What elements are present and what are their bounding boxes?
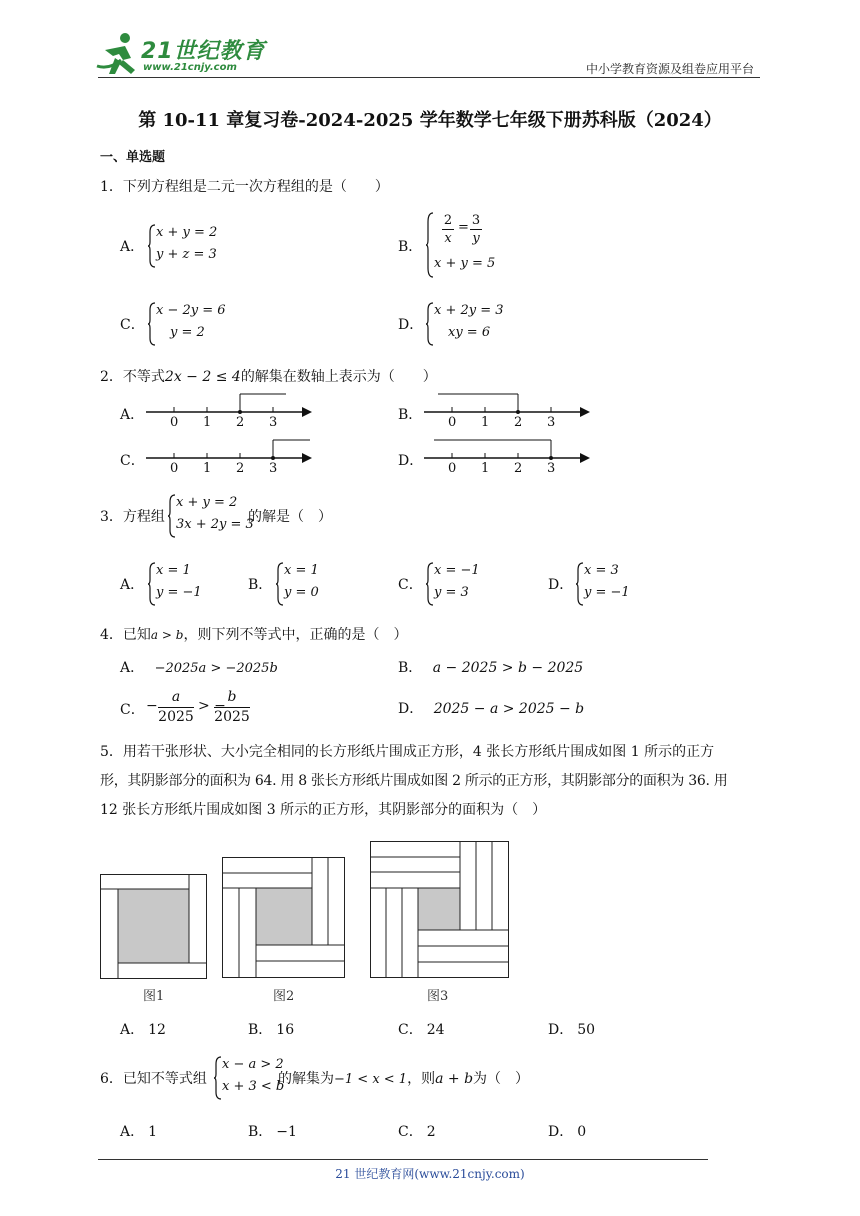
option-text: 16 — [276, 1022, 295, 1038]
equation: x − a > 2 — [222, 1057, 284, 1072]
brace-icon — [426, 562, 434, 606]
tick-label: 1 — [203, 461, 212, 476]
fraction-numerator: 2 — [443, 213, 453, 228]
tick-label: 1 — [481, 461, 490, 476]
equation: y = −1 — [584, 585, 630, 600]
equation: xy = 6 — [448, 325, 491, 340]
q3-option-c[interactable] — [398, 560, 508, 608]
option-label: A． — [120, 660, 145, 676]
q4-option-a[interactable] — [120, 657, 278, 677]
tick-label: 0 — [170, 461, 179, 476]
brace-icon — [426, 302, 434, 346]
relation: > − — [198, 698, 226, 714]
tick-label: 1 — [203, 415, 212, 430]
option-label: D． — [548, 577, 574, 593]
equals-sign: = — [458, 220, 469, 235]
brace-icon — [276, 562, 284, 606]
brace-icon — [148, 302, 156, 346]
option-label: B． — [248, 1022, 273, 1038]
q6-option-b[interactable] — [248, 1121, 297, 1141]
q6-option-d[interactable] — [548, 1121, 586, 1141]
brace-icon — [576, 562, 584, 606]
minus-sign: − — [146, 698, 158, 714]
stem-math: a + b — [435, 1071, 474, 1087]
tick-label: 2 — [236, 461, 245, 476]
option-label: D． — [398, 453, 424, 469]
stem-line: 5．用若干张形状、大小完全相同的长方形纸片围成正方形，4 张长方形纸片围成如图 1 所示的正方 — [100, 744, 715, 760]
stem-math: 2x − 2 ≤ 4 — [164, 369, 241, 385]
q2-option-b[interactable] — [398, 392, 598, 432]
tick-label: 3 — [547, 415, 556, 430]
equation: x − 2y = 6 — [156, 303, 226, 318]
logo-text: 21世纪教育 — [141, 39, 266, 64]
figure-label-3: 图3 — [427, 989, 449, 1004]
option-text: 50 — [577, 1022, 596, 1038]
footer-rule — [98, 1159, 708, 1160]
q3-option-d[interactable] — [548, 560, 658, 608]
q1-stem: 1．下列方程组是二元一次方程组的是（ ） — [100, 179, 389, 195]
option-label: C． — [120, 317, 145, 333]
option-label: A． — [120, 577, 145, 593]
stem-math: −1 < x < 1 — [334, 1072, 408, 1087]
equation: x + y = 2 — [176, 495, 238, 510]
q5-option-d[interactable] — [548, 1019, 595, 1039]
header — [95, 28, 760, 80]
tick-label: 0 — [170, 415, 179, 430]
option-text: 0 — [577, 1124, 587, 1140]
option-label: D． — [398, 317, 424, 333]
q6-option-c[interactable] — [398, 1121, 436, 1141]
option-label: A． — [120, 407, 145, 423]
option-label: C． — [120, 453, 145, 469]
option-label: D． — [548, 1124, 574, 1140]
q6-stem — [100, 1054, 600, 1100]
q1-option-c[interactable] — [120, 300, 270, 350]
q6-option-a[interactable] — [120, 1121, 157, 1141]
tick-label: 2 — [236, 415, 245, 430]
option-label: D． — [398, 701, 424, 717]
tick-label: 2 — [514, 461, 523, 476]
brace-icon — [214, 1056, 222, 1100]
option-label: C． — [398, 577, 423, 593]
equation: x = 1 — [156, 563, 191, 578]
fraction-denominator: x — [444, 231, 452, 246]
equation: x = 1 — [284, 563, 319, 578]
option-text: 1 — [148, 1124, 158, 1140]
stem-text: 的解是（ ） — [248, 509, 332, 525]
stem-text: 为（ ） — [473, 1071, 530, 1087]
q2-stem — [100, 366, 437, 386]
option-label: A． — [120, 239, 145, 255]
stem-text: 6．已知不等式组 — [100, 1071, 207, 1087]
option-text: a − 2025 > b − 2025 — [432, 660, 584, 676]
q4-stem — [100, 624, 407, 644]
equation: y = 2 — [170, 325, 205, 340]
option-text: 24 — [426, 1022, 445, 1038]
tick-label: 3 — [547, 461, 556, 476]
option-label: B． — [398, 239, 423, 255]
fraction-denominator: 2025 — [214, 709, 250, 725]
q2-option-d[interactable] — [398, 438, 598, 478]
equation: x = 3 — [584, 563, 619, 578]
option-text: 2 — [426, 1124, 436, 1140]
q2-option-c[interactable] — [120, 438, 320, 478]
q1-option-b[interactable] — [398, 210, 548, 280]
q3-option-a[interactable] — [120, 560, 230, 608]
q4-option-d[interactable] — [398, 698, 584, 718]
q5-stem — [100, 738, 770, 825]
fraction-denominator: 2025 — [158, 709, 194, 725]
figure-2 — [222, 857, 346, 979]
option-label: D． — [548, 1022, 574, 1038]
header-rule — [98, 77, 760, 78]
fraction-numerator: b — [214, 688, 250, 708]
equation: x + y = 5 — [434, 256, 496, 271]
header-right-text: 中小学教育资源及组卷应用平台 — [585, 62, 754, 76]
stem-math: a > b — [150, 628, 184, 642]
stem-text: ，则下列不等式中，正确的是（ ） — [183, 627, 408, 643]
q1-option-a[interactable] — [120, 222, 270, 272]
option-text: 12 — [148, 1022, 166, 1038]
figure-1 — [100, 874, 208, 980]
figure-label-2: 图2 — [273, 989, 295, 1004]
q5-option-b[interactable] — [248, 1019, 294, 1039]
option-label: B． — [248, 577, 273, 593]
equation: x + y = 2 — [156, 225, 218, 240]
equation: y = 0 — [284, 585, 319, 600]
section-title: 一、单选题 — [100, 150, 166, 165]
stem-line: 形，其阴影部分的面积为 64. 用 8 张长方形纸片围成如图 2 所示的正方形，其阴影部分的面积为 36. 用 — [100, 773, 728, 789]
equation: y + z = 3 — [156, 247, 217, 262]
brace-icon — [148, 562, 156, 606]
equation: x + 2y = 3 — [434, 303, 504, 318]
q3-stem — [100, 492, 500, 538]
stem-text: 的解集在数轴上表示为（ ） — [240, 369, 437, 385]
tick-label: 1 — [481, 415, 490, 430]
option-label: A． — [120, 1124, 145, 1140]
equation: y = −1 — [156, 585, 202, 600]
tick-label: 0 — [448, 461, 457, 476]
q2-option-a[interactable] — [120, 392, 320, 432]
equation: x + 3 < b — [222, 1079, 285, 1094]
tick-label: 0 — [448, 415, 457, 430]
stem-text: 3．方程组 — [100, 509, 165, 525]
q5-option-c[interactable] — [398, 1019, 445, 1039]
page-title: 第 10-11 章复习卷-2024-2025 学年数学七年级下册苏科版（2024） — [138, 110, 722, 131]
q4-option-c[interactable] — [120, 688, 280, 728]
equation: 3x + 2y = 3 — [176, 517, 254, 532]
q1-option-d[interactable] — [398, 300, 548, 350]
stem-text: ，则 — [407, 1071, 436, 1087]
footer-text[interactable]: 21 世纪教育网(www.21cnjy.com) — [335, 1167, 525, 1181]
option-label: C． — [120, 702, 145, 718]
option-label: B． — [398, 407, 423, 423]
option-text: −1 — [276, 1124, 297, 1140]
stem-text: 4．已知 — [100, 627, 151, 643]
q3-option-b[interactable] — [248, 560, 358, 608]
fraction-numerator: 3 — [471, 213, 481, 228]
option-label: C． — [398, 1124, 423, 1140]
option-label: B． — [248, 1124, 273, 1140]
q4-option-b[interactable] — [398, 657, 583, 677]
brace-icon — [426, 212, 434, 278]
fraction-denominator: y — [472, 231, 480, 246]
logo-url: www.21cnjy.com — [143, 62, 237, 73]
tick-label: 3 — [269, 415, 278, 430]
tick-label: 2 — [514, 415, 523, 430]
tick-label: 3 — [269, 461, 278, 476]
figure-3 — [370, 841, 510, 979]
fraction-numerator: a — [158, 688, 194, 708]
option-label: C． — [398, 1022, 423, 1038]
stem-text: 的解集为 — [278, 1071, 334, 1087]
brace-icon — [168, 494, 176, 538]
option-label: B． — [398, 660, 423, 676]
equation: x = −1 — [434, 563, 480, 578]
figure-label-1: 图1 — [143, 989, 165, 1004]
stem-text: 2．不等式 — [100, 369, 165, 385]
stem-line: 12 张长方形纸片围成如图 3 所示的正方形，其阴影部分的面积为（ ） — [100, 802, 547, 818]
option-text: 2025 − a > 2025 − b — [433, 701, 585, 717]
q5-option-a[interactable] — [120, 1019, 166, 1039]
option-text: −2025a > −2025b — [154, 661, 278, 676]
option-label: A． — [120, 1022, 145, 1038]
brace-icon — [148, 224, 156, 268]
logo-runner-icon — [95, 30, 139, 78]
equation: y = 3 — [434, 585, 469, 600]
